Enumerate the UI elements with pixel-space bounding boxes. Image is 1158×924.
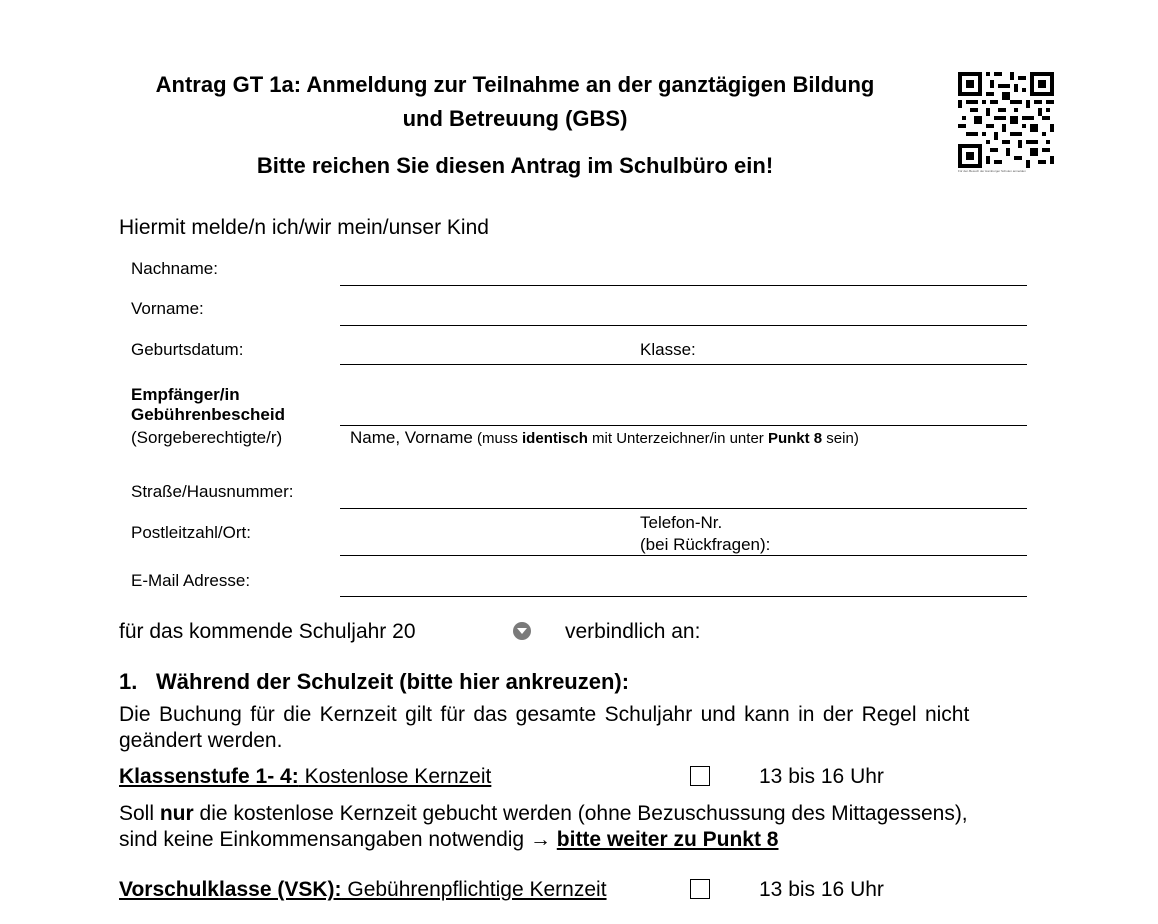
schuljahr-dropdown-icon[interactable]: [513, 622, 531, 640]
section1-heading: Während der Schulzeit (bitte hier ankreuzen):: [156, 669, 630, 694]
qr-code-icon: [958, 72, 1054, 168]
schuljahr-suffix: verbindlich an:: [565, 620, 701, 643]
intro-text: Hiermit melde/n ich/wir mein/unser Kind: [119, 216, 489, 239]
email-label: E-Mail Adresse:: [131, 571, 251, 590]
plz-ort-label: Postleitzahl/Ort:: [131, 523, 251, 542]
nachname-label: Nachname:: [131, 259, 218, 278]
hint-bold2: Punkt 8: [767, 430, 823, 447]
section1-text-line2: geändert werden.: [119, 729, 283, 752]
option2-time: 13 bis 16 Uhr: [759, 878, 884, 901]
option2-checkbox[interactable]: [690, 879, 710, 899]
empfaenger-label-line1: Empfänger/in: [131, 385, 240, 404]
section1-number: 1.: [119, 669, 138, 694]
strasse-label: Straße/Hausnummer:: [131, 482, 294, 501]
section1-text-line1: Die Buchung für die Kernzeit gilt für das gesamte Schuljahr und kann in der Regel nicht: [119, 703, 970, 726]
option2-label-rest: Gebührenpflichtige Kernzeit: [341, 878, 607, 901]
form-title-line2: und Betreuung (GBS): [402, 106, 628, 131]
empfaenger-label-line3: (Sorgeberechtigte/r): [131, 428, 283, 447]
option1-label-rest: Kostenlose Kernzeit: [298, 765, 492, 788]
option1-label-bold: Klassenstufe 1- 4:: [119, 765, 299, 788]
empfaenger-label-line2: Gebührenbescheid: [131, 405, 285, 424]
qr-caption: Für den Besuch der Hamburger Schulen anmelden: [958, 169, 1026, 173]
note-line1: [119, 802, 968, 826]
telefon-label-line1: Telefon-Nr.: [640, 513, 723, 532]
option1-checkbox[interactable]: [690, 766, 710, 786]
hint-part1: (muss: [472, 430, 523, 447]
hint-main: Name, Vorname: [350, 428, 473, 447]
empfaenger-field[interactable]: [340, 425, 1027, 426]
form-title-line1: Antrag GT 1a: Anmeldung zur Teilnahme an der ganztägigen Bildung: [155, 72, 875, 97]
arrow-right-icon: →: [529, 828, 551, 851]
option1-label: [119, 765, 491, 789]
note-part1: Soll: [119, 802, 160, 825]
option2-label-bold: Vorschulklasse (VSK):: [119, 878, 342, 901]
telefon-field[interactable]: [640, 555, 1027, 556]
option1-time: 13 bis 16 Uhr: [759, 765, 884, 788]
note-line2: [119, 828, 778, 852]
note-bold: nur: [159, 802, 194, 825]
vorname-field[interactable]: [340, 325, 1027, 326]
note-part2: die kostenlose Kernzeit gebucht werden (ohne Bezuschussung des Mittagessens),: [193, 802, 968, 825]
strasse-field[interactable]: [340, 508, 1027, 509]
note-line2-text: sind keine Einkommensangaben notwendig: [119, 828, 530, 851]
email-field[interactable]: [340, 596, 1027, 597]
hint-bold1: identisch: [522, 430, 588, 447]
nachname-field[interactable]: [340, 285, 1027, 286]
schuljahr-prefix: für das kommende Schuljahr 20: [119, 620, 416, 643]
hint-part3: sein): [822, 430, 859, 447]
klasse-field[interactable]: [640, 364, 1027, 365]
klasse-label: Klasse:: [640, 340, 696, 359]
weiter-link[interactable]: bitte weiter zu Punkt 8: [556, 828, 779, 851]
hint-part2: mit Unterzeichner/in unter: [587, 430, 768, 447]
plz-ort-field[interactable]: [340, 555, 640, 556]
option2-label: [119, 878, 607, 902]
geburtsdatum-field[interactable]: [340, 364, 640, 365]
vorname-label: Vorname:: [131, 299, 204, 318]
form-subtitle: Bitte reichen Sie diesen Antrag im Schulbüro ein!: [256, 153, 774, 178]
telefon-label-line2: (bei Rückfragen):: [640, 535, 771, 554]
empfaenger-hint: [350, 428, 859, 448]
geburtsdatum-label: Geburtsdatum:: [131, 340, 244, 359]
